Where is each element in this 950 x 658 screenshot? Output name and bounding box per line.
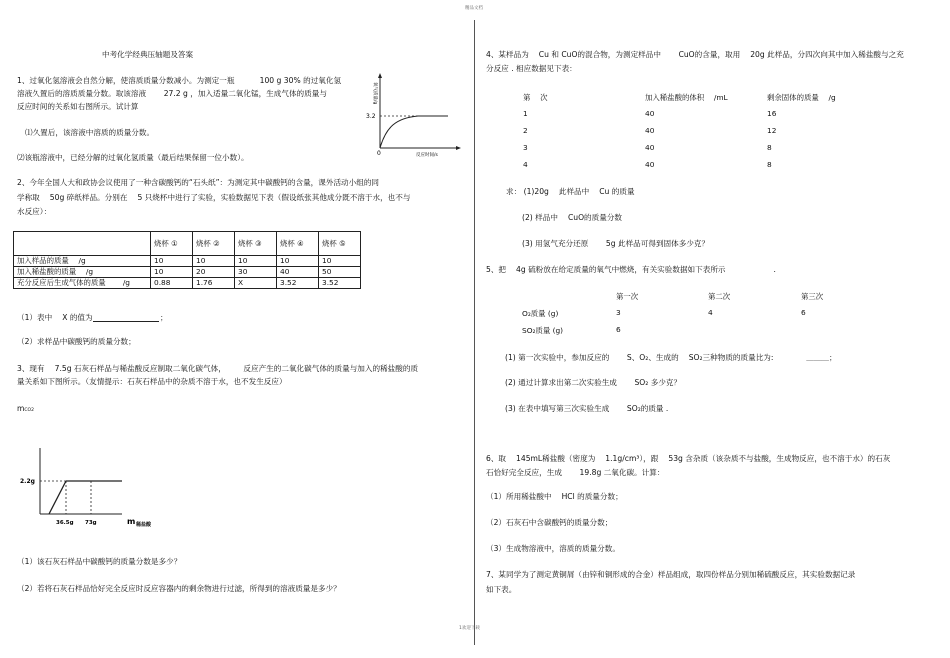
q2-cell: 20 — [193, 267, 235, 278]
q3-graph-ylabel — [17, 404, 34, 416]
q2-cell: 10 — [319, 256, 361, 267]
q1-part1: ⑴久置后，该溶液中溶质的质量分数。 — [25, 128, 155, 137]
q2-cell: 10 — [151, 267, 193, 278]
q2-line1: 2、今年全国人大和政协会议使用了一种含碳酸钙的“石头纸”：为测定其中碳酸钙的含量，课外活动小组的同 — [17, 178, 380, 187]
q1-y-arrow — [378, 73, 382, 78]
q4-line2: 分反应 . 相应数据见下表： — [486, 64, 577, 73]
table-row — [14, 278, 361, 289]
q5-header-cell — [522, 291, 616, 308]
q5-line1: 5、把 4g 硫粉放在给定质量的氧气中燃烧，有关实验数据如下表所示 . — [486, 265, 776, 274]
q5-cell: 4 — [708, 308, 713, 317]
q3-x-label-sub: 稀盐酸 — [136, 522, 152, 528]
q4-cell: 40 — [645, 143, 655, 152]
q5-part1: (1) 第一次实验中，参加反应的 S、O₂、生成的 SO₂三种物质的质量比为: ＿＿＿； — [505, 353, 837, 362]
q2-header-cell: 烧杯 ② — [193, 232, 235, 256]
q6-line1: 6、取 145mL稀盐酸（密度为 1.1g/cm³），跟 53g 含杂质（该杂质不与盐酸，生成物反应，也不溶于水）的石灰 — [486, 454, 891, 463]
table-row — [522, 325, 823, 342]
q5-table-header-row — [522, 291, 823, 308]
q1-x-arrow — [456, 146, 461, 150]
q2-cell: 加入稀盐酸的质量 /g — [14, 267, 151, 278]
q2-cell: 10 — [151, 256, 193, 267]
q1-oxygen-graph — [368, 72, 468, 160]
q2-line3: 水反应）： — [17, 207, 52, 216]
q2-cell: 10 — [277, 256, 319, 267]
q3-x-label: m — [127, 517, 136, 526]
q6-part3: （3）生成物溶液中，溶质的质量分数。 — [486, 544, 620, 553]
q4-cell: 4 — [523, 160, 528, 169]
q5-cell: 6 — [801, 308, 806, 317]
q4-cell: 3 — [523, 143, 528, 152]
q2-cell: 加入样品的质量 /g — [14, 256, 151, 267]
q2-table-header-row — [14, 232, 361, 256]
q2-answer-blank — [93, 321, 159, 322]
table-row — [523, 126, 836, 143]
q6-line2: 石恰好完全反应，生成 19.8g 二氧化碳。计算： — [486, 468, 665, 477]
page-footer: 1欢迎下载 — [459, 626, 480, 631]
q2-header-cell — [14, 232, 151, 256]
q3-co2-graph — [18, 440, 178, 532]
q6-part1: （1）所用稀盐酸中 HCl 的质量分数； — [486, 492, 623, 501]
q2-header-cell: 烧杯 ⑤ — [319, 232, 361, 256]
q3-ylabel-m: m — [17, 404, 25, 413]
q5-cell: O₂质量 (g) — [522, 309, 559, 318]
table-row — [523, 143, 836, 160]
table-row — [14, 256, 361, 267]
q1-origin: 0 — [377, 150, 381, 157]
q6-part2: （2）石灰石中含碳酸钙的质量分数； — [486, 518, 613, 527]
q1-curve — [380, 116, 448, 148]
q2-part2: （2）求样品中碳酸钙的质量分数； — [17, 337, 136, 346]
q5-header-cell: 第二次 — [708, 292, 731, 301]
q2-cell: 10 — [193, 256, 235, 267]
q5-cell: SO₂质量 (g) — [522, 326, 564, 335]
q1-part2: ⑵该瓶溶液中，已经分解的过氧化氢质量（最后结果保留一位小数）。 — [17, 153, 249, 162]
q3-line1: 3、现有 7.5g 石灰石样品与稀盐酸反应制取二氧化碳气体， 反应产生的二氧化碳气体的质量与加入的稀盐酸的质 — [17, 364, 419, 373]
q2-cell: 0.88 — [151, 278, 193, 289]
q4-cell: 40 — [645, 160, 655, 169]
q4-cell: 2 — [523, 126, 528, 135]
q1-line3: 反应时间的关系如右图所示。试计算 — [17, 102, 139, 111]
column-divider — [474, 20, 475, 645]
q4-cell: 1 — [523, 109, 528, 118]
q2-cell: 3.52 — [319, 278, 361, 289]
q4-line1: 4、某样品为 Cu 和 CuO的混合物，为测定样品中 CuO的含量，取用 20g 此样品，分四次向其中加入稀盐酸与之充 — [486, 50, 904, 59]
q5-part2: (2) 通过计算求出第二次实验生成 SO₂ 多少克？ — [505, 378, 682, 387]
q4-cell: 8 — [767, 143, 772, 152]
table-row — [523, 160, 836, 177]
q4-cell: 12 — [767, 126, 777, 135]
q3-x-value-1: 36.5g — [56, 520, 74, 526]
q7-line1: 7、某同学为了测定黄铜屑（由锌和铜形成的合金）样品组成，取四份样品分别加稀硫酸反应，其实验数据记录 — [486, 570, 856, 579]
q4-cell: 40 — [645, 109, 655, 118]
q4-cell: 8 — [767, 160, 772, 169]
q5-part3: (3) 在表中填写第三次实验生成 SO₂的质量 . — [505, 404, 669, 413]
q2-part1: （1）表中 X 的值为 — [17, 313, 93, 322]
q1-line2: 溶液久置后的溶质质量分数。取该溶液 27.2 g ，加入适量二氧化锰，生成气体的质量与 — [17, 89, 327, 98]
q2-cell: 10 — [235, 256, 277, 267]
q2-header-cell: 烧杯 ④ — [277, 232, 319, 256]
q3-line2: 量关系如下图所示。（友情提示：石灰石样品中的杂质不溶于水，也不发生反应） — [17, 377, 287, 386]
q2-line2: 学称取 50g 碎纸样品。分别在 5 只烧杯中进行了实验，实验数据见下表（假设纸张其他成分既不溶于水，也不与 — [17, 193, 411, 202]
q2-cell: 1.76 — [193, 278, 235, 289]
q2-cell: 3.52 — [277, 278, 319, 289]
q4-table-header-row — [523, 92, 836, 109]
q2-part1-end: ； — [160, 313, 168, 322]
q2-cell: 50 — [319, 267, 361, 278]
q1-y-value: 3.2 — [366, 113, 376, 120]
q2-header-cell: 烧杯 ① — [151, 232, 193, 256]
q5-cell — [708, 325, 801, 342]
q3-ylabel-sub: CO2 — [24, 408, 34, 413]
q5-cell: 3 — [616, 308, 621, 317]
q5-cell: 6 — [616, 325, 621, 334]
table-row — [14, 267, 361, 278]
table-row — [522, 308, 823, 325]
q3-part1: （1）该石灰石样品中碳酸钙的质量分数是多少？ — [17, 557, 182, 566]
q2-header-cell: 烧杯 ③ — [235, 232, 277, 256]
q7-line2: 如下表。 — [486, 585, 517, 594]
q3-x-value-2: 73g — [85, 520, 97, 526]
q4-part1: 求： (1)20g 此样品中 Cu 的质量 — [506, 187, 635, 196]
q2-cell: X — [235, 278, 277, 289]
q4-cell: 40 — [645, 126, 655, 135]
q1-x-label: 反应时间/s — [416, 153, 438, 158]
q4-data-table — [523, 92, 836, 177]
q2-cell: 40 — [277, 267, 319, 278]
q3-rise-line — [49, 481, 66, 514]
q3-part2: （2）若将石灰石样品恰好完全反应时反应容器内的剩余物进行过滤，所得到的溶液质量是多少？ — [17, 584, 341, 593]
q4-part3: (3) 用氢气充分还原 5g 此样品可得到固体多少克？ — [522, 239, 710, 248]
q1-y-label: 氧气质量/g — [372, 82, 377, 105]
q5-header-cell: 第三次 — [801, 292, 824, 301]
q1-line1: 1、过氧化氢溶液会自然分解，使溶质质量分数减小。为测定一瓶 100 g 30% 的过氧化氢 — [17, 76, 342, 85]
table-row — [523, 109, 836, 126]
q4-part2: (2) 样品中 CuO的质量分数 — [522, 213, 623, 222]
document-title: 中考化学经典压轴题及答案 — [102, 50, 194, 59]
q5-cell — [801, 325, 823, 342]
q5-header-cell: 第一次 — [616, 292, 639, 301]
q4-header-cell: 第 次 — [523, 93, 548, 102]
q4-header-cell: 剩余固体的质量 /g — [767, 93, 836, 102]
q4-cell: 16 — [767, 109, 777, 118]
q2-beaker-table — [13, 231, 361, 289]
q2-cell: 30 — [235, 267, 277, 278]
q5-data-table — [522, 291, 823, 342]
q4-header-cell: 加入稀盐酸的体积 /mL — [645, 93, 728, 102]
q2-cell: 充分反应后生成气体的质量 /g — [14, 278, 151, 289]
header-note: 精品文档 — [465, 6, 483, 11]
q3-y-value: 2.2g — [20, 478, 35, 485]
